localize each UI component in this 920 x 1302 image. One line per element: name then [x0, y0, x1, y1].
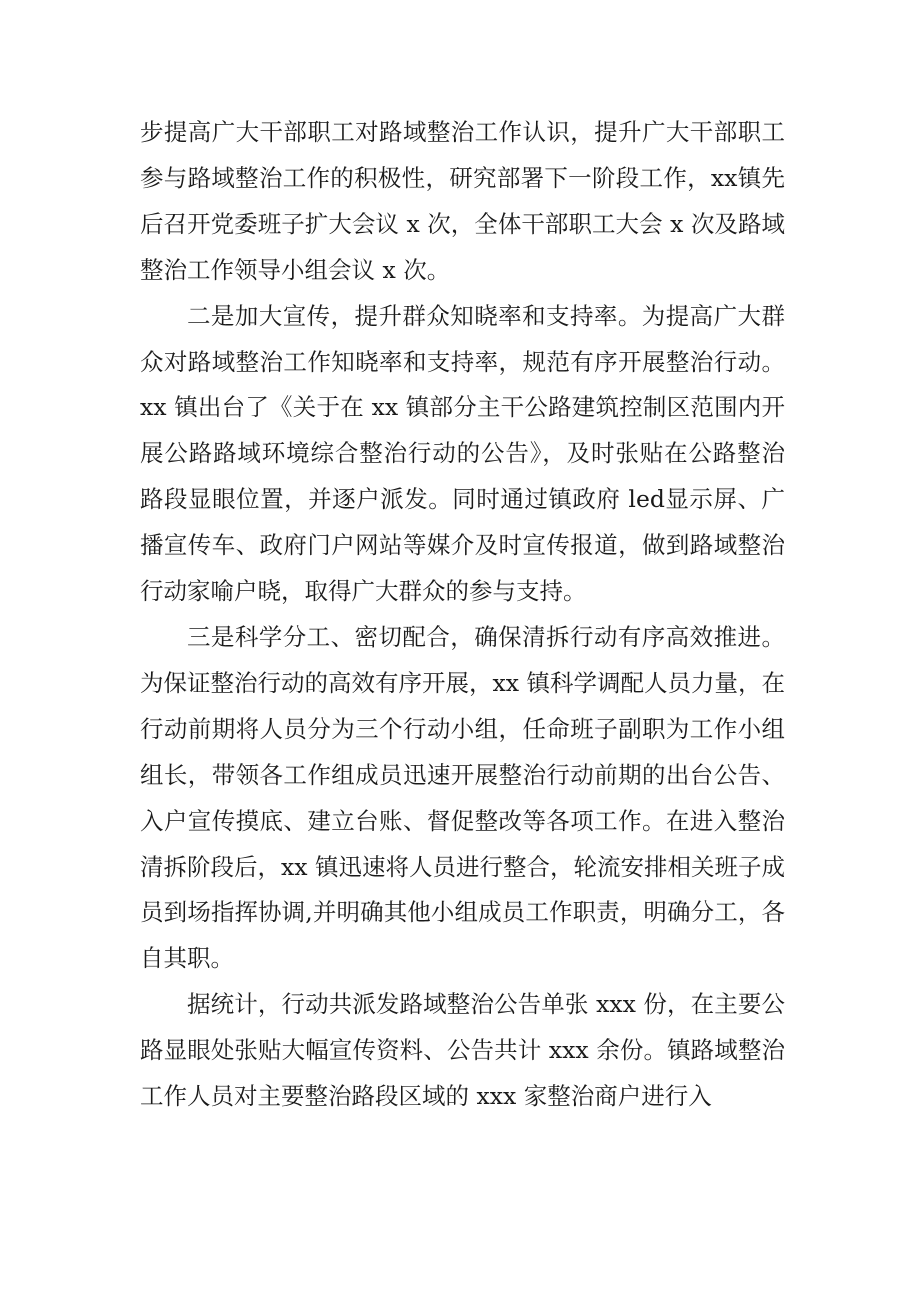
document-body: [140, 110, 785, 1120]
paragraph-4: 据统计，行动共派发路域整治公告单张 xxx 份，在主要公路显眼处张贴大幅宣传资料、公告共计 xxx 余份。镇路域整治工作人员对主要整治路段区域的 xxx 家整治商户进行入: [140, 990, 785, 1111]
paragraph-3: 三是科学分工、密切配合，确保清拆行动有序高效推进。为保证整治行动的高效有序开展，xx 镇科学调配人员力量，在行动前期将人员分为三个行动小组，任命班子副职为工作小组组长，带领各工作组成员迅速开展整治行动前期的出台公告、入户宣传摸底、建立台账、督促整改等各项工作。在进入整治清拆阶段后，xx 镇迅速将人员进行整合，轮流安排相关班子成员到场指挥协调,并明确其他小组成员工作职责，明确分工，各自其职。: [140, 622, 785, 973]
paragraph-1: 步提高广大干部职工对路域整治工作认识，提升广大干部职工参与路域整治工作的积极性，研究部署下一阶段工作，xx镇先后召开党委班子扩大会议 x 次，全体干部职工大会 x 次及路域整治工作领导小组会议 x 次。: [140, 118, 785, 284]
paragraph-2: 二是加大宣传，提升群众知晓率和支持率。为提高广大群众对路域整治工作知晓率和支持率，规范有序开展整治行动。xx 镇出台了《关于在 xx 镇部分主干公路建筑控制区范围内开展公路路域环境综合整治行动的公告》，及时张贴在公路整治路段显眼位置，并逐户派发。同时通过镇政府 led显示屏、广播宣传车、政府门户网站等媒介及时宣传报道，做到路域整治行动家喻户晓，取得广大群众的参与支持。: [140, 301, 785, 606]
